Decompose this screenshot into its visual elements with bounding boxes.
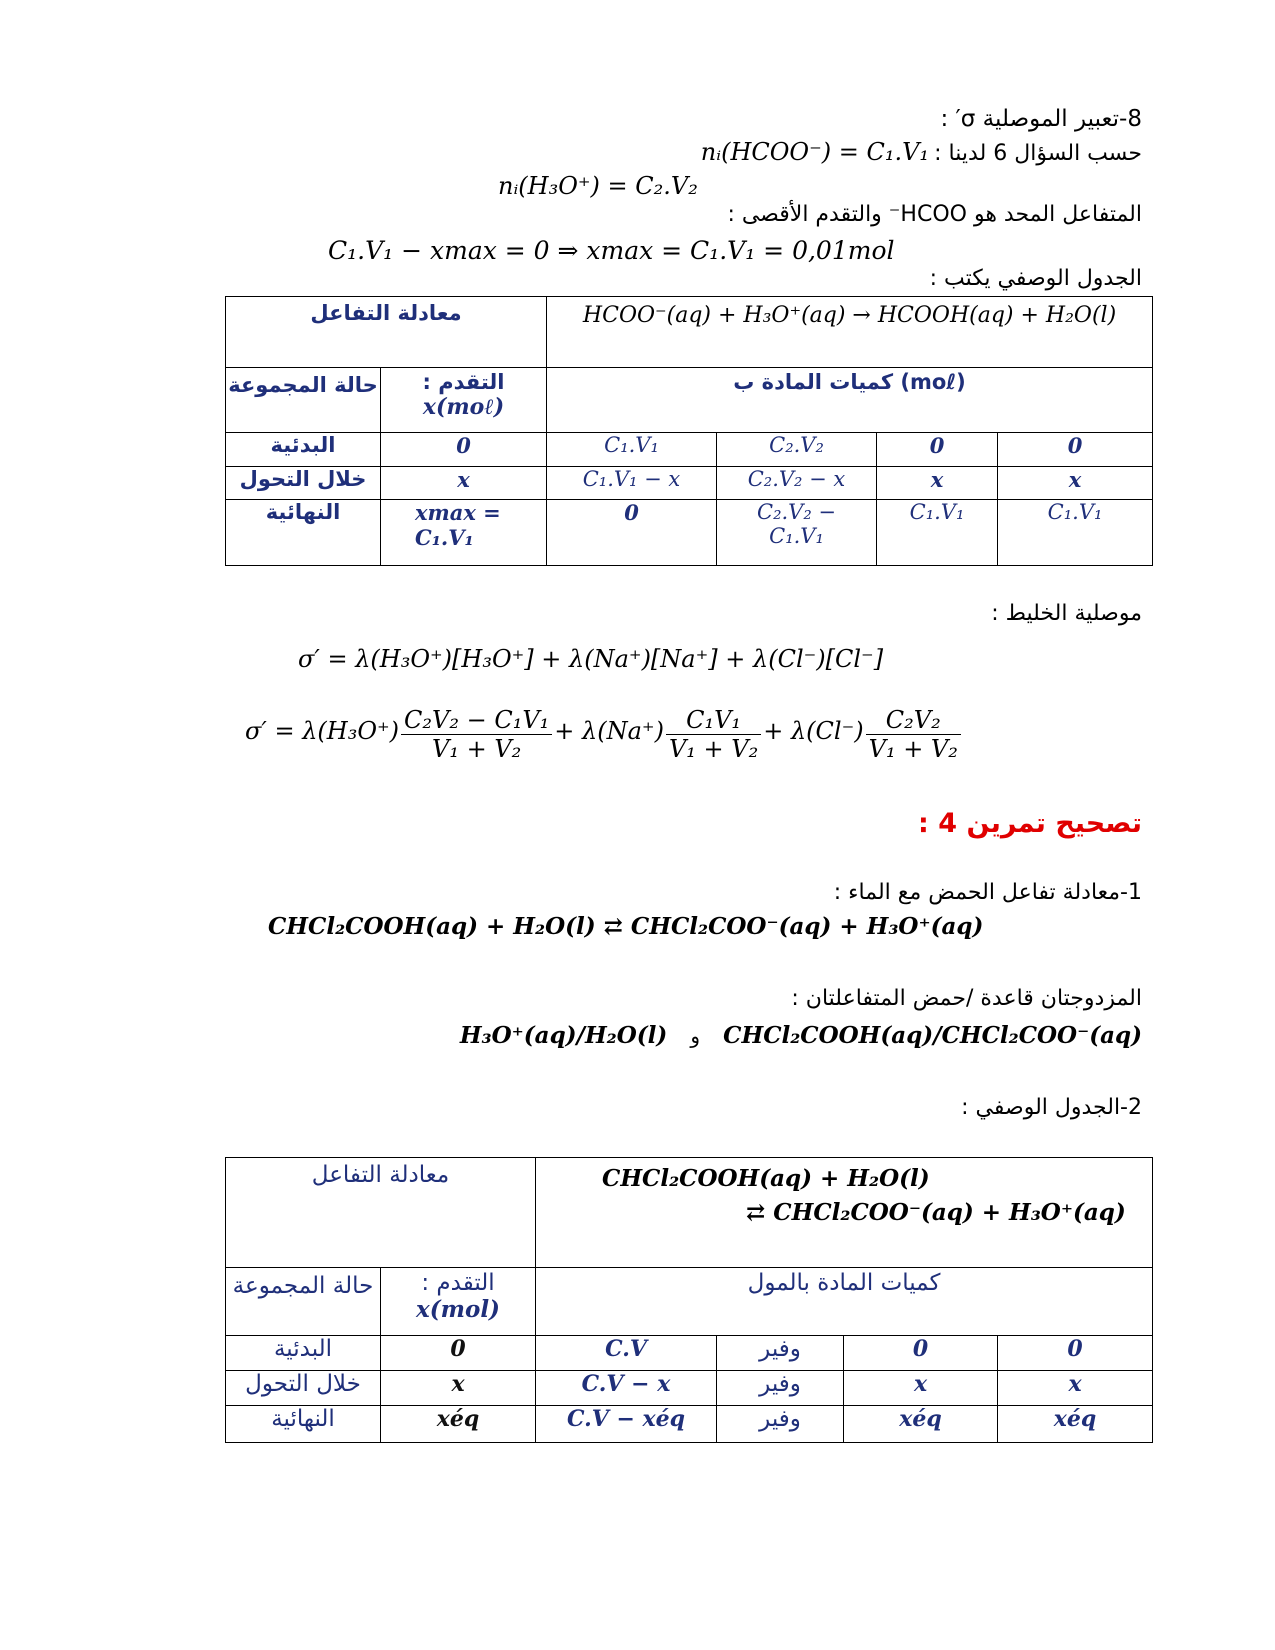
pairs-text: المزدوجتان قاعدة /حمض المتفاعلتان :	[791, 986, 1142, 1011]
table2-c3: xéq	[844, 1406, 998, 1443]
table1-x: x	[381, 467, 547, 500]
fraction-cl-num: C₂V₂	[866, 706, 961, 735]
table2-eq-label: معادلة التفاعل	[311, 1162, 450, 1188]
pair-acid: CHCl₂COOH(aq)/CHCl₂COO⁻(aq)	[723, 1022, 1142, 1049]
q6-line	[701, 138, 1142, 166]
table2-row	[226, 1406, 1153, 1443]
mixture-label: موصلية الخليط :	[991, 601, 1142, 626]
table1-state: البدئية	[226, 433, 381, 467]
formula2-na-term: + λ(Na⁺)	[554, 717, 664, 745]
table2-amounts-cell	[536, 1268, 1153, 1336]
table1-x: 0	[381, 433, 547, 467]
table2-equation-line2: ⇄ CHCl₂COO⁻(aq) + H₃O⁺(aq)	[746, 1199, 1126, 1226]
fraction-h3o-num: C₂V₂ − C₁V₁	[401, 706, 552, 735]
table2-state-label: حالة المجموعة	[232, 1273, 374, 1299]
table2-advance-unit: x(mol)	[416, 1296, 500, 1323]
table1-c2: C₂.V₂	[717, 433, 877, 467]
exercise4-title: تصحيح تمرين 4 :	[918, 808, 1142, 839]
table2-equation-line1: CHCl₂COOH(aq) + H₂O(l)	[602, 1165, 930, 1192]
pairs-line	[460, 1022, 1142, 1049]
fraction-na-num: C₁V₁	[666, 706, 761, 735]
section8-title: 8-تعبير الموصلية σ′ :	[940, 106, 1142, 132]
table2-x: 0	[381, 1336, 536, 1371]
table1-intro: الجدول الوصفي يكتب :	[929, 266, 1142, 291]
fraction-h3o-den: V₁ + V₂	[432, 735, 522, 763]
table2-c4: xéq	[998, 1406, 1153, 1443]
table2-x: xéq	[381, 1406, 536, 1443]
table2-state: البدئية	[226, 1336, 381, 1371]
table1-c3: 0	[877, 433, 998, 467]
table2	[225, 1157, 1153, 1443]
fraction-h3o	[401, 706, 552, 763]
table1-amounts-cell	[547, 368, 1153, 433]
table1-c3: C₁.V₁	[877, 500, 998, 566]
table1-c1: 0	[547, 500, 717, 566]
formula2-cl-term: + λ(Cl⁻)	[763, 717, 864, 745]
q6-text: حسب السؤال 6 لدينا :	[934, 141, 1142, 166]
table1-advance-label: التقدم :	[422, 370, 505, 394]
table2-c3: 0	[844, 1336, 998, 1371]
pair-water: H₃O⁺(aq)/H₂O(l)	[459, 1022, 668, 1049]
table1-c1: C₁.V₁	[547, 433, 717, 467]
q6-math: nᵢ(HCOO⁻) = C₁.V₁	[700, 138, 930, 166]
table2-c4: x	[998, 1371, 1153, 1406]
and-word: و	[690, 1024, 701, 1048]
table2-c2: وفير	[717, 1336, 844, 1371]
table1-state-label-cell	[226, 368, 381, 433]
fraction-cl	[866, 706, 961, 763]
table1-amounts-label: كميات المادة ب (moℓ)	[733, 370, 966, 394]
fraction-na	[666, 706, 761, 763]
table1-equation-cell	[547, 297, 1153, 368]
fraction-na-den: V₁ + V₂	[668, 735, 759, 763]
table1-x: xmax = C₁.V₁	[381, 500, 547, 566]
table2-state-label-cell	[226, 1268, 381, 1336]
table1-c3: x	[877, 467, 998, 500]
mixture-formula-1: σ′ = λ(H₃O⁺)[H₃O⁺] + λ(Na⁺)[Na⁺] + λ(Cl⁻)[Cl⁻]	[298, 645, 884, 673]
table2-c1: C.V	[536, 1336, 717, 1371]
table1-c2: C₂.V₂ − C₁.V₁	[717, 500, 877, 566]
xmax-math: C₁.V₁ − xmax = 0 ⇒ xmax = C₁.V₁ = 0,01mol	[328, 236, 895, 265]
table2-c1: C.V − xéq	[536, 1406, 717, 1443]
table1-advance-cell	[381, 368, 547, 433]
h3o-initial-math: nᵢ(H₃O⁺) = C₂.V₂	[498, 172, 698, 200]
table2-c2: وفير	[717, 1371, 844, 1406]
table1-state: خلال التحول	[226, 467, 381, 500]
table1-row	[226, 500, 1153, 566]
table1-row	[226, 433, 1153, 467]
table1-row	[226, 467, 1153, 500]
table1-c4: 0	[998, 433, 1153, 467]
table2-c1: C.V − x	[536, 1371, 717, 1406]
table2-c3: x	[844, 1371, 998, 1406]
table1-state-label: حالة المجموعة	[228, 373, 378, 397]
table2-equation-cell	[536, 1158, 1153, 1268]
limiting-reagent-text: المتفاعل المحد هو HCOO⁻ والتقدم الأقصى :	[727, 202, 1142, 227]
table2-advance-label: التقدم :	[421, 1270, 495, 1296]
formula2-lhs: σ′ = λ(H₃O⁺)	[245, 717, 400, 745]
table2-row	[226, 1371, 1153, 1406]
table1-advance-unit: x(moℓ)	[422, 394, 505, 420]
table1-equation: HCOO⁻(aq) + H₃O⁺(aq) → HCOOH(aq) + H₂O(l)	[582, 303, 1117, 328]
table2-x: x	[381, 1371, 536, 1406]
mixture-formula-2	[245, 706, 963, 763]
q2-text: 2-الجدول الوصفي :	[961, 1095, 1142, 1120]
table2-advance-cell	[381, 1268, 536, 1336]
table1	[225, 296, 1153, 566]
table2-row	[226, 1336, 1153, 1371]
table1-c4: x	[998, 467, 1153, 500]
table2-state: خلال التحول	[226, 1371, 381, 1406]
q1-equation: CHCl₂COOH(aq) + H₂O(l) ⇄ CHCl₂COO⁻(aq) + H₃O⁺(aq)	[268, 913, 984, 940]
table1-c2: C₂.V₂ − x	[717, 467, 877, 500]
table2-c4: 0	[998, 1336, 1153, 1371]
table1-eq-label: معادلة التفاعل	[310, 301, 462, 325]
table2-eq-label-cell	[226, 1158, 536, 1268]
table1-c1: C₁.V₁ − x	[547, 467, 717, 500]
table1-c4: C₁.V₁	[998, 500, 1153, 566]
fraction-cl-den: V₁ + V₂	[868, 735, 958, 763]
table2-c2: وفير	[717, 1406, 844, 1443]
q1-text: 1-معادلة تفاعل الحمض مع الماء :	[833, 880, 1142, 905]
table1-state: النهائية	[226, 500, 381, 566]
table2-amounts-label: كميات المادة بالمول	[747, 1270, 941, 1296]
table1-eq-label-cell	[226, 297, 547, 368]
table2-state: النهائية	[226, 1406, 381, 1443]
